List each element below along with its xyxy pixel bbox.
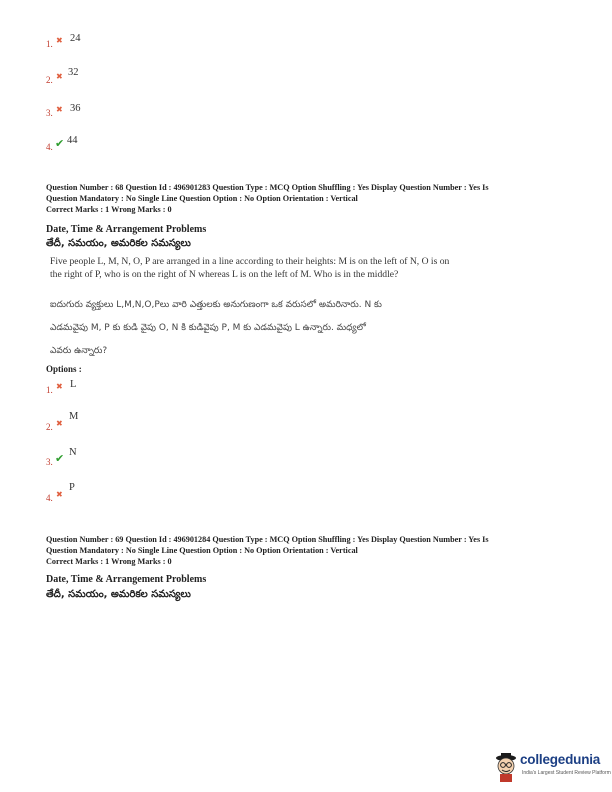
question-meta-line-1: Question Number : 68 Question Id : 496901283 Question Type : MCQ Option Shuffling : Yes Display Question Number : Yes Is	[46, 183, 489, 192]
option-value: L	[70, 379, 77, 390]
question-text-telugu-line-2: ఎడమవైపు M, P కు కుడి వైపు O, N కి కుడివైపు P, M కు ఎడమవైపు L ఉన్నారు. మధ్యలో	[50, 323, 366, 333]
wrong-mark-icon: ✖	[56, 36, 63, 45]
option-number: 4.	[46, 493, 53, 503]
question-text-telugu-line-3: ఎవరు ఉన్నారు?	[50, 346, 108, 356]
mascot-icon	[492, 748, 520, 782]
option-number: 3.	[46, 457, 53, 467]
option-number: 1.	[46, 385, 53, 395]
logo-name: collegedunia	[520, 752, 601, 767]
collegedunia-logo	[492, 748, 610, 784]
question-meta-line-1: Question Number : 69 Question Id : 496901284 Question Type : MCQ Option Shuffling : Yes Display Question Number : Yes Is	[46, 535, 489, 544]
option-number: 2.	[46, 422, 53, 432]
logo-tagline: India's Largest Student Review Platform	[522, 770, 611, 776]
option-value: P	[69, 482, 75, 493]
option-value: M	[69, 411, 79, 422]
question-meta-line-2: Question Mandatory : No Single Line Question Option : No Option Orientation : Vertical	[46, 194, 358, 203]
section-title-english: Date, Time & Arrangement Problems	[46, 224, 207, 235]
option-value: 32	[68, 67, 79, 78]
option-number: 1.	[46, 39, 53, 49]
question-meta-line-2: Question Mandatory : No Single Line Question Option : No Option Orientation : Vertical	[46, 546, 358, 555]
option-value: 24	[70, 33, 81, 44]
option-number: 3.	[46, 108, 53, 118]
check-mark-icon: ✔	[55, 137, 65, 150]
question-text-english: Five people L, M, N, O, P are arranged in a line according to their heights: M is on the left of N, O is on the right of P, who is on the right of N whereas L is on the left of M. Who is in the middle?	[50, 256, 450, 280]
option-value: N	[69, 447, 77, 458]
section-title-telugu: తేదీ, సమయం, అమరికల సమస్యలు	[46, 589, 191, 600]
option-value: 36	[70, 103, 81, 114]
wrong-mark-icon: ✖	[56, 490, 63, 499]
wrong-mark-icon: ✖	[56, 382, 63, 391]
option-number: 2.	[46, 75, 53, 85]
options-label: Options :	[46, 364, 82, 374]
section-title-english: Date, Time & Arrangement Problems	[46, 574, 207, 585]
option-value: 44	[67, 135, 78, 146]
question-text-telugu-line-1: ఐదుగురు వ్యక్తులు L,M,N,O,Pలు వారి ఎత్తులకు అనుగుణంగా ఒక వరుసలో అమరినారు. N కు	[50, 300, 382, 310]
check-mark-icon: ✔	[55, 452, 65, 465]
wrong-mark-icon: ✖	[56, 72, 63, 81]
option-number: 4.	[46, 142, 53, 152]
question-marks: Correct Marks : 1 Wrong Marks : 0	[46, 557, 172, 566]
wrong-mark-icon: ✖	[56, 419, 63, 428]
wrong-mark-icon: ✖	[56, 105, 63, 114]
section-title-telugu: తేదీ, సమయం, అమరికల సమస్యలు	[46, 238, 191, 249]
question-marks: Correct Marks : 1 Wrong Marks : 0	[46, 205, 172, 214]
